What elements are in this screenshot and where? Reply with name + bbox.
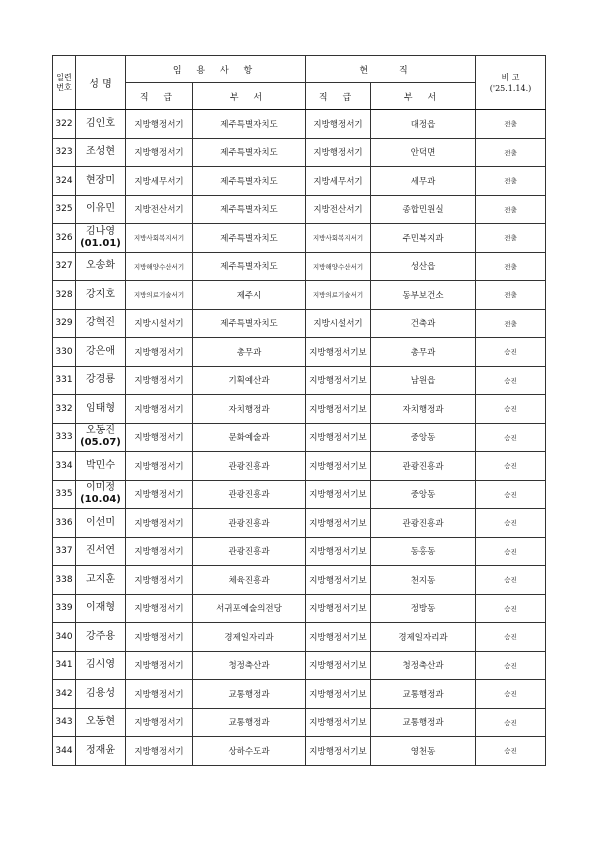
employee-name-cell bbox=[76, 480, 126, 509]
current-dept-cell: 안덕면 bbox=[371, 138, 476, 167]
current-rank-cell: 지방사회복지서기 bbox=[306, 224, 371, 253]
employee-name-cell bbox=[76, 281, 126, 310]
current-dept-cell: 청정축산과 bbox=[371, 651, 476, 680]
appointment-dept-cell: 청정축산과 bbox=[193, 651, 306, 680]
remarks-cell: 승진 bbox=[476, 651, 546, 680]
employee-name-cell bbox=[76, 623, 126, 652]
appointment-roster-table bbox=[52, 55, 546, 766]
current-rank-cell: 지방전산서기 bbox=[306, 195, 371, 224]
appointment-rank-cell: 지방행정서기 bbox=[126, 708, 193, 737]
table-header bbox=[53, 56, 546, 110]
appointment-rank-cell: 지방행정서기 bbox=[126, 537, 193, 566]
employee-name-cell bbox=[76, 167, 126, 196]
remarks-cell: 전출 bbox=[476, 224, 546, 253]
employee-name: 김용성 bbox=[86, 687, 115, 699]
employee-name-cell bbox=[76, 737, 126, 766]
current-dept-cell: 동부보건소 bbox=[371, 281, 476, 310]
employee-name: 박민수 bbox=[86, 459, 115, 471]
table-row bbox=[53, 366, 546, 395]
current-dept-cell: 대정읍 bbox=[371, 110, 476, 139]
current-dept-cell: 세무과 bbox=[371, 167, 476, 196]
appointment-dept-cell: 상하수도과 bbox=[193, 737, 306, 766]
current-dept-cell: 성산읍 bbox=[371, 252, 476, 281]
current-rank-cell: 지방행정서기보 bbox=[306, 509, 371, 538]
seq-number-cell: 326 bbox=[53, 224, 76, 253]
seq-number-cell: 325 bbox=[53, 195, 76, 224]
employee-name-cell bbox=[76, 594, 126, 623]
appointment-dept-cell: 제주특별자치도 bbox=[193, 110, 306, 139]
current-dept-cell: 총무과 bbox=[371, 338, 476, 367]
seq-number-cell: 342 bbox=[53, 680, 76, 709]
remarks-cell: 전출 bbox=[476, 167, 546, 196]
appointment-dept-cell: 제주특별자치도 bbox=[193, 195, 306, 224]
employee-name-cell bbox=[76, 651, 126, 680]
current-rank-cell: 지방해양수산서기 bbox=[306, 252, 371, 281]
current-rank-cell: 지방행정서기보 bbox=[306, 423, 371, 452]
remarks-cell: 승진 bbox=[476, 566, 546, 595]
employee-name-cell bbox=[76, 224, 126, 253]
appointment-rank-cell: 지방행정서기 bbox=[126, 566, 193, 595]
table-row bbox=[53, 138, 546, 167]
remarks-cell: 전출 bbox=[476, 110, 546, 139]
employee-name: 진서연 bbox=[86, 545, 115, 557]
employee-name: 오송화 bbox=[86, 260, 115, 272]
appointment-rank-cell: 지방행정서기 bbox=[126, 623, 193, 652]
current-dept-cell: 주민복지과 bbox=[371, 224, 476, 253]
appointment-dept-cell: 자치행정과 bbox=[193, 395, 306, 424]
appointment-dept-cell: 체육진흥과 bbox=[193, 566, 306, 595]
employee-name-suffix: (10.04) bbox=[80, 494, 121, 506]
employee-name: 임태형 bbox=[86, 402, 115, 414]
current-rank-cell: 지방시설서기 bbox=[306, 309, 371, 338]
current-dept-cell: 경제일자리과 bbox=[371, 623, 476, 652]
appointment-dept-cell: 관광진흥과 bbox=[193, 452, 306, 481]
table-row bbox=[53, 594, 546, 623]
appointment-rank-cell: 지방의료기술서기 bbox=[126, 281, 193, 310]
remarks-cell: 전출 bbox=[476, 138, 546, 167]
employee-name: 강경룡 bbox=[86, 374, 115, 386]
current-rank-cell: 지방행정서기보 bbox=[306, 594, 371, 623]
employee-name-cell bbox=[76, 566, 126, 595]
seq-header-line1: 일련 bbox=[56, 72, 72, 82]
employee-name: 강지호 bbox=[86, 288, 115, 300]
employee-name-cell bbox=[76, 195, 126, 224]
cur-dept-header: 부 서 bbox=[371, 83, 476, 110]
appointment-rank-cell: 지방행정서기 bbox=[126, 338, 193, 367]
employee-name-cell bbox=[76, 366, 126, 395]
seq-number-cell: 339 bbox=[53, 594, 76, 623]
appointment-dept-cell: 교통행정과 bbox=[193, 680, 306, 709]
seq-number-cell: 344 bbox=[53, 737, 76, 766]
appointment-rank-cell: 지방행정서기 bbox=[126, 110, 193, 139]
appointment-rank-cell: 지방행정서기 bbox=[126, 452, 193, 481]
current-rank-cell: 지방행정서기 bbox=[306, 110, 371, 139]
table-row bbox=[53, 537, 546, 566]
current-rank-cell: 지방행정서기보 bbox=[306, 480, 371, 509]
current-dept-cell: 중앙동 bbox=[371, 480, 476, 509]
table-row bbox=[53, 224, 546, 253]
appointment-dept-cell: 총무과 bbox=[193, 338, 306, 367]
seq-number-cell: 332 bbox=[53, 395, 76, 424]
current-rank-cell: 지방행정서기보 bbox=[306, 452, 371, 481]
remarks-header bbox=[476, 56, 546, 110]
seq-number-cell: 333 bbox=[53, 423, 76, 452]
current-rank-cell: 지방행정서기보 bbox=[306, 338, 371, 367]
employee-name-cell bbox=[76, 537, 126, 566]
seq-number-cell: 343 bbox=[53, 708, 76, 737]
current-rank-cell: 지방행정서기보 bbox=[306, 366, 371, 395]
current-dept-cell: 종합민원실 bbox=[371, 195, 476, 224]
seq-header bbox=[53, 56, 76, 110]
seq-number-cell: 328 bbox=[53, 281, 76, 310]
seq-number-cell: 323 bbox=[53, 138, 76, 167]
table-row bbox=[53, 509, 546, 538]
current-dept-cell: 건축과 bbox=[371, 309, 476, 338]
table-row bbox=[53, 480, 546, 509]
current-rank-cell: 지방행정서기보 bbox=[306, 651, 371, 680]
appointment-rank-cell: 지방세무서기 bbox=[126, 167, 193, 196]
current-dept-cell: 남원읍 bbox=[371, 366, 476, 395]
remarks-cell: 승진 bbox=[476, 509, 546, 538]
appointment-rank-cell: 지방전산서기 bbox=[126, 195, 193, 224]
employee-name: 오동진 bbox=[86, 425, 115, 437]
employee-name-suffix: (05.07) bbox=[80, 437, 121, 449]
table-row bbox=[53, 195, 546, 224]
appointment-dept-cell: 제주특별자치도 bbox=[193, 167, 306, 196]
appointment-rank-cell: 지방행정서기 bbox=[126, 737, 193, 766]
employee-name: 조성현 bbox=[86, 146, 115, 158]
remarks-cell: 승진 bbox=[476, 623, 546, 652]
employee-name: 강혁진 bbox=[86, 317, 115, 329]
appointment-dept-cell: 제주특별자치도 bbox=[193, 138, 306, 167]
employee-name-cell bbox=[76, 423, 126, 452]
table-row bbox=[53, 252, 546, 281]
employee-name: 김인호 bbox=[86, 117, 115, 129]
appointment-rank-cell: 지방해양수산서기 bbox=[126, 252, 193, 281]
appointment-dept-cell: 문화예술과 bbox=[193, 423, 306, 452]
appointment-dept-cell: 제주특별자치도 bbox=[193, 252, 306, 281]
employee-name-cell bbox=[76, 395, 126, 424]
employee-name-cell bbox=[76, 309, 126, 338]
appointment-dept-cell: 기획예산과 bbox=[193, 366, 306, 395]
current-rank-cell: 지방세무서기 bbox=[306, 167, 371, 196]
seq-number-cell: 330 bbox=[53, 338, 76, 367]
employee-name: 김시영 bbox=[86, 659, 115, 671]
appointment-dept-cell: 제주특별자치도 bbox=[193, 309, 306, 338]
appointment-dept-cell: 서귀포예술의전당 bbox=[193, 594, 306, 623]
employee-name: 고지훈 bbox=[86, 573, 115, 585]
table-row bbox=[53, 566, 546, 595]
remarks-cell: 전출 bbox=[476, 195, 546, 224]
appointment-rank-cell: 지방행정서기 bbox=[126, 594, 193, 623]
remarks-header-line1: 비 고 bbox=[501, 72, 520, 82]
remarks-cell: 승진 bbox=[476, 594, 546, 623]
appointment-rank-cell: 지방행정서기 bbox=[126, 395, 193, 424]
current-dept-cell: 관광진흥과 bbox=[371, 509, 476, 538]
current-group-header: 현 직 bbox=[306, 56, 476, 83]
appointment-dept-cell: 관광진흥과 bbox=[193, 509, 306, 538]
appointment-dept-cell: 경제일자리과 bbox=[193, 623, 306, 652]
remarks-cell: 승진 bbox=[476, 423, 546, 452]
remarks-cell: 전출 bbox=[476, 281, 546, 310]
employee-name-cell bbox=[76, 252, 126, 281]
remarks-cell: 승진 bbox=[476, 480, 546, 509]
remarks-cell: 승진 bbox=[476, 680, 546, 709]
appointment-dept-cell: 제주특별자치도 bbox=[193, 224, 306, 253]
employee-name: 이재형 bbox=[86, 602, 115, 614]
seq-number-cell: 327 bbox=[53, 252, 76, 281]
table-row bbox=[53, 338, 546, 367]
remarks-cell: 승진 bbox=[476, 452, 546, 481]
employee-name-suffix: (01.01) bbox=[80, 237, 121, 249]
employee-name-cell bbox=[76, 509, 126, 538]
current-rank-cell: 지방행정서기보 bbox=[306, 395, 371, 424]
name-header: 성 명 bbox=[76, 56, 126, 110]
appointment-rank-cell: 지방시설서기 bbox=[126, 309, 193, 338]
remarks-header-line2: ('25.1.14.) bbox=[489, 83, 532, 93]
table-row bbox=[53, 110, 546, 139]
remarks-cell: 승진 bbox=[476, 338, 546, 367]
employee-name: 김나영 bbox=[86, 225, 115, 237]
appointment-dept-cell: 교통행정과 bbox=[193, 708, 306, 737]
seq-number-cell: 335 bbox=[53, 480, 76, 509]
current-dept-cell: 동홍동 bbox=[371, 537, 476, 566]
seq-number-cell: 337 bbox=[53, 537, 76, 566]
seq-number-cell: 324 bbox=[53, 167, 76, 196]
table-body bbox=[53, 110, 546, 766]
current-dept-cell: 중앙동 bbox=[371, 423, 476, 452]
remarks-cell: 승진 bbox=[476, 708, 546, 737]
table-row bbox=[53, 452, 546, 481]
employee-name: 정재윤 bbox=[86, 744, 115, 756]
appointment-rank-cell: 지방사회복지서기 bbox=[126, 224, 193, 253]
seq-number-cell: 340 bbox=[53, 623, 76, 652]
employee-name-cell bbox=[76, 110, 126, 139]
employee-name: 이미정 bbox=[86, 482, 115, 494]
employee-name: 현장미 bbox=[86, 174, 115, 186]
employee-name: 강은애 bbox=[86, 345, 115, 357]
table-row bbox=[53, 309, 546, 338]
employee-name: 이유민 bbox=[86, 203, 115, 215]
seq-number-cell: 336 bbox=[53, 509, 76, 538]
seq-number-cell: 338 bbox=[53, 566, 76, 595]
current-rank-cell: 지방행정서기 bbox=[306, 138, 371, 167]
remarks-cell: 전출 bbox=[476, 252, 546, 281]
employee-name-cell bbox=[76, 452, 126, 481]
appointment-rank-cell: 지방행정서기 bbox=[126, 480, 193, 509]
table-row bbox=[53, 651, 546, 680]
employee-name-cell bbox=[76, 708, 126, 737]
employee-name-cell bbox=[76, 138, 126, 167]
seq-number-cell: 329 bbox=[53, 309, 76, 338]
seq-number-cell: 341 bbox=[53, 651, 76, 680]
remarks-cell: 승진 bbox=[476, 737, 546, 766]
current-dept-cell: 교통행정과 bbox=[371, 708, 476, 737]
employee-name: 강주용 bbox=[86, 630, 115, 642]
appointment-rank-cell: 지방행정서기 bbox=[126, 651, 193, 680]
current-rank-cell: 지방행정서기보 bbox=[306, 708, 371, 737]
table-row bbox=[53, 708, 546, 737]
cur-rank-header: 직 급 bbox=[306, 83, 371, 110]
current-dept-cell: 영천동 bbox=[371, 737, 476, 766]
remarks-cell: 승진 bbox=[476, 537, 546, 566]
appointment-dept-cell: 관광진흥과 bbox=[193, 480, 306, 509]
current-dept-cell: 자치행정과 bbox=[371, 395, 476, 424]
current-rank-cell: 지방행정서기보 bbox=[306, 537, 371, 566]
appointment-group-header: 임 용 사 항 bbox=[126, 56, 306, 83]
table-row bbox=[53, 423, 546, 452]
appointment-rank-cell: 지방행정서기 bbox=[126, 138, 193, 167]
remarks-cell: 승진 bbox=[476, 395, 546, 424]
table-row bbox=[53, 395, 546, 424]
table-row bbox=[53, 680, 546, 709]
seq-header-line2: 번호 bbox=[56, 82, 72, 92]
current-rank-cell: 지방행정서기보 bbox=[306, 623, 371, 652]
seq-number-cell: 334 bbox=[53, 452, 76, 481]
current-dept-cell: 천지동 bbox=[371, 566, 476, 595]
employee-name: 오동현 bbox=[86, 716, 115, 728]
current-dept-cell: 정방동 bbox=[371, 594, 476, 623]
seq-number-cell: 331 bbox=[53, 366, 76, 395]
current-rank-cell: 지방행정서기보 bbox=[306, 566, 371, 595]
employee-name-cell bbox=[76, 338, 126, 367]
employee-name-cell bbox=[76, 680, 126, 709]
appointment-rank-cell: 지방행정서기 bbox=[126, 680, 193, 709]
appointment-rank-cell: 지방행정서기 bbox=[126, 509, 193, 538]
seq-number-cell: 322 bbox=[53, 110, 76, 139]
remarks-cell: 승진 bbox=[476, 366, 546, 395]
current-rank-cell: 지방행정서기보 bbox=[306, 680, 371, 709]
appointment-rank-cell: 지방행정서기 bbox=[126, 423, 193, 452]
appt-dept-header: 부 서 bbox=[193, 83, 306, 110]
appt-rank-header: 직 급 bbox=[126, 83, 193, 110]
current-rank-cell: 지방행정서기보 bbox=[306, 737, 371, 766]
table-row bbox=[53, 281, 546, 310]
current-rank-cell: 지방의료기술서기 bbox=[306, 281, 371, 310]
employee-name: 이선미 bbox=[86, 516, 115, 528]
current-dept-cell: 교통행정과 bbox=[371, 680, 476, 709]
table-row bbox=[53, 623, 546, 652]
remarks-cell: 전출 bbox=[476, 309, 546, 338]
appointment-dept-cell: 관광진흥과 bbox=[193, 537, 306, 566]
table-row bbox=[53, 737, 546, 766]
table-row bbox=[53, 167, 546, 196]
appointment-rank-cell: 지방행정서기 bbox=[126, 366, 193, 395]
current-dept-cell: 관광진흥과 bbox=[371, 452, 476, 481]
appointment-dept-cell: 제주시 bbox=[193, 281, 306, 310]
